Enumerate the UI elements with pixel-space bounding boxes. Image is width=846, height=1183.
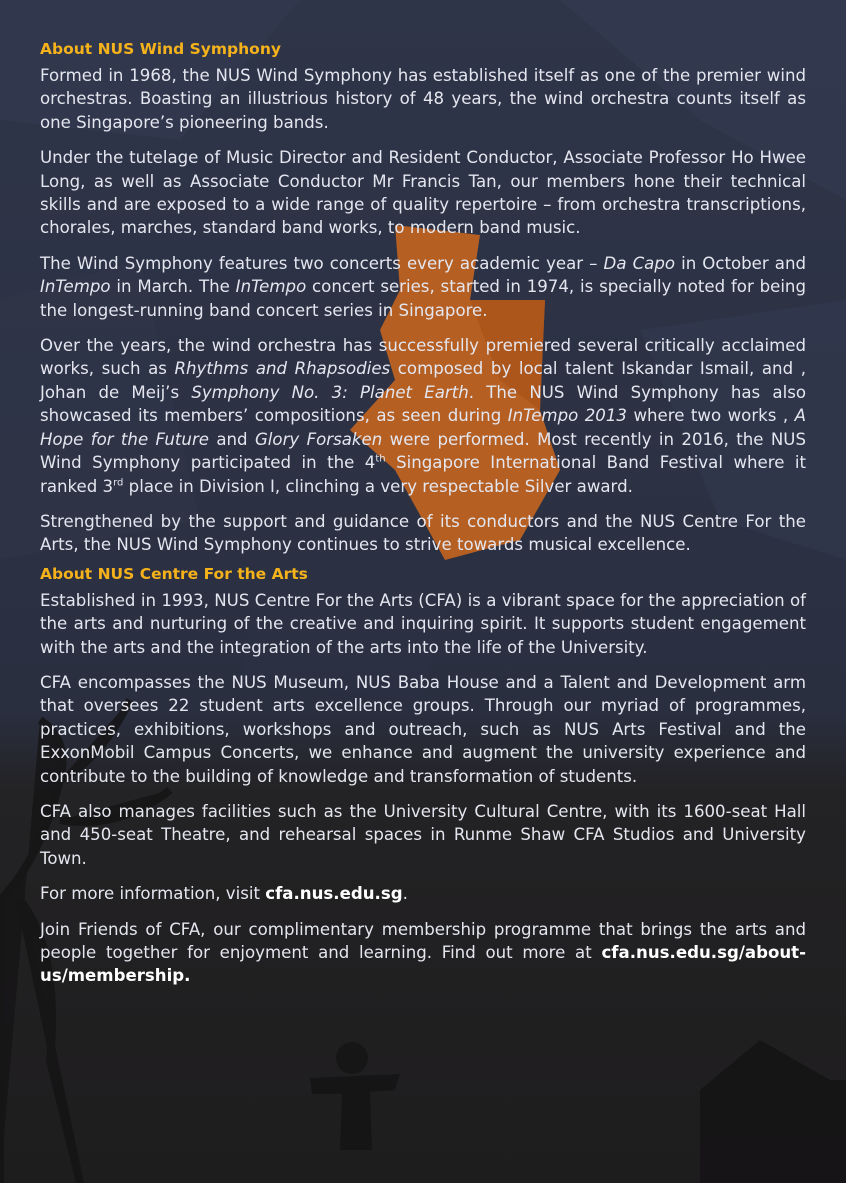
section-about-wind-symphony: [40, 38, 806, 557]
paragraph: Strengthened by the support and guidance of its conductors and the NUS Centre For the Arts, the NUS Wind Symphony continues to strive towards musical excellence.: [40, 511, 806, 555]
text-run: .: [402, 884, 408, 904]
text-run: where two works ,: [626, 406, 795, 426]
paragraph: Under the tutelage of Music Director and Resident Conductor, Associate Professor Ho Hwee Long, as well as Associate Conductor Mr Francis Tan, our members hone their technical skills and are exposed to a wide range of quality repertoire – from orchestra transcriptions, chorales, marches, standard band works, to modern band music.: [40, 148, 806, 238]
italic-title: InTempo: [235, 277, 307, 297]
superscript: rd: [113, 476, 124, 488]
paragraph: [40, 882, 806, 905]
italic-title: Glory Forsaken: [254, 429, 383, 449]
section-title: About NUS Wind Symphony: [40, 40, 281, 58]
paragraph: Formed in 1968, the NUS Wind Symphony has established itself as one of the premier wind orchestras. Boasting an illustrious history of 48 years, the wind orchestra counts itself as one Singapore’s pioneering bands.: [40, 66, 806, 132]
section-about-cfa: [40, 563, 806, 988]
text-run: Over the years, the wind orchestra has successfully premiered several critically acclaimed works, such as: [40, 336, 806, 379]
text-run: For more information, visit: [40, 884, 266, 904]
website-link[interactable]: cfa.nus.edu.sg: [265, 884, 403, 904]
text-run: in October and: [675, 253, 806, 273]
text-run: and: [208, 429, 255, 449]
italic-title: InTempo: [40, 277, 111, 297]
text-run: in March. The: [110, 277, 236, 297]
section-title: About NUS Centre For the Arts: [40, 564, 308, 583]
text-run: concert series, started in 1974, is specially noted for being the longest-running band concert series in Singapore.: [40, 277, 806, 320]
text-run: Join Friends of CFA, our complimentary membership programme that brings the arts and people together for enjoyment and learning. Find out more at: [40, 919, 806, 962]
paragraph: Established in 1993, NUS Centre For the Arts (CFA) is a vibrant space for the appreciation of the arts and nurturing of the creative and inquiring spirit. It supports student engagement with the arts and the integration of the arts into the life of the University.: [40, 590, 806, 657]
membership-link[interactable]: cfa.nus.edu.sg/about-us/membership.: [40, 943, 806, 986]
paragraph: [40, 334, 806, 498]
italic-title: Da Capo: [603, 253, 676, 273]
text-run: Singapore International Band Festival where it ranked 3: [40, 453, 806, 496]
italic-title: A Hope for the Future: [40, 406, 806, 449]
text-run: The Wind Symphony features two concerts every academic year –: [40, 253, 604, 273]
paragraph: [40, 252, 806, 322]
document-page: [40, 38, 806, 1000]
paragraph: [40, 918, 806, 988]
text-run: place in Division I, clinching a very respectable Silver award.: [123, 476, 633, 496]
paragraph: CFA also manages facilities such as the University Cultural Centre, with its 1600-seat Hall and 450-seat Theatre, and rehearsal spaces in Runme Shaw CFA Studios and University Town.: [40, 801, 806, 868]
text-run: composed by local talent Iskandar Ismail, and , Johan de Meij’s: [40, 359, 806, 402]
text-run: . The NUS Wind Symphony has also showcased its members’ compositions, as seen during: [40, 382, 807, 426]
text-run: were performed. Most recently in 2016, the NUS Wind Symphony participated in the 4: [40, 429, 806, 473]
superscript: th: [375, 453, 386, 465]
italic-title: Symphony No. 3: Planet Earth: [191, 382, 469, 402]
italic-title: Rhythms and Rhapsodies: [174, 359, 391, 379]
paragraph: CFA encompasses the NUS Museum, NUS Baba House and a Talent and Development arm that oversees 22 student arts excellence groups. Through our myriad of programmes, practices, exhibitions, workshops and outreach, such as NUS Arts Festival and the ExxonMobil Campus Concerts, we enhance and augment the university experience and contribute to the building of knowledge and transformation of students.: [40, 672, 806, 786]
italic-title: InTempo 2013: [507, 406, 627, 426]
